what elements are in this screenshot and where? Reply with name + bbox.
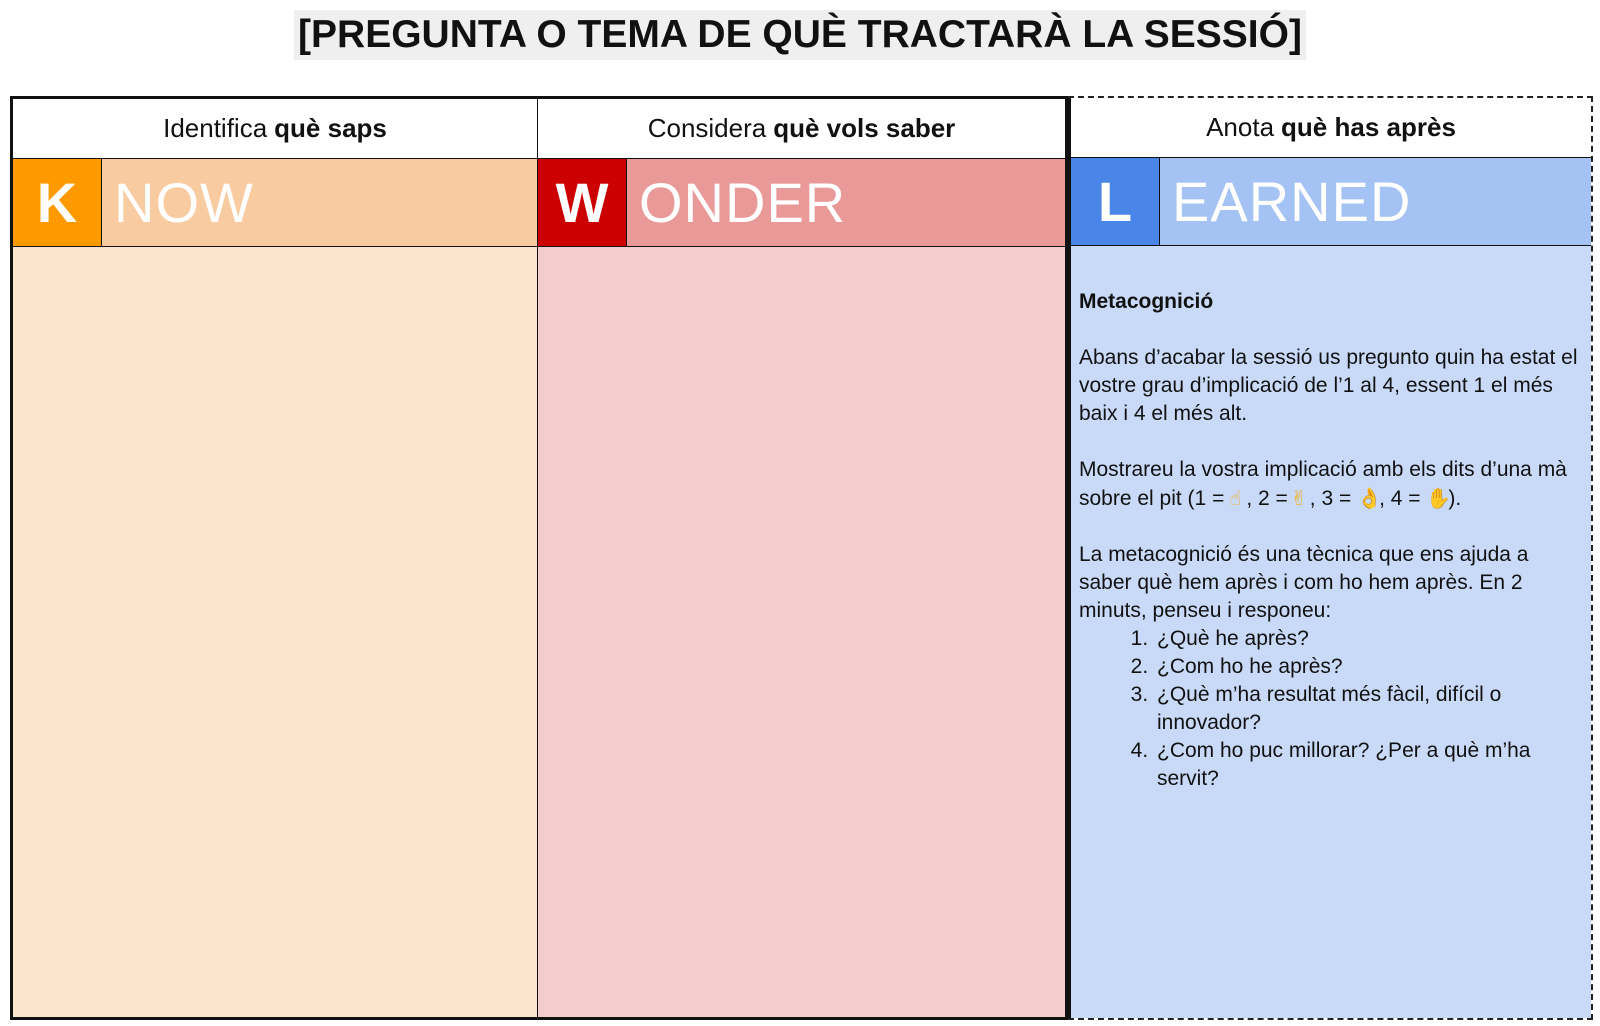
word-now: NOW [102,159,537,246]
column-wonder-body[interactable] [538,247,1065,1017]
column-wonder-header-text: Considera [647,113,767,143]
para2-text-start: Mostrareu la vostra implicació amb els dits d’una mà sobre el pit (1 = [1079,458,1567,510]
column-know-header-text: Identifica [163,113,268,143]
column-learned-header [1068,98,1591,158]
column-wonder [537,96,1068,1020]
column-learned [1068,96,1593,1020]
metacognition-heading: Metacognició [1079,290,1214,313]
para2-sep-2: , 2 = [1246,487,1288,510]
column-wonder-header-bold: què vols saber [773,113,956,143]
column-know-header-bold: què saps [274,113,387,143]
column-know-header [13,99,537,159]
letter-k: K [13,159,102,246]
para2-sep-4: , 4 = [1379,487,1427,510]
column-learned-band [1068,158,1591,246]
letter-l: L [1071,158,1160,245]
metacognition-questions [1079,625,1579,793]
list-item: 3. ¿Què m’ha resultat més fàcil, difícil o innovador? [1154,681,1579,737]
column-know [10,96,537,1020]
metacognition-paragraph-2 [1079,456,1579,513]
column-know-body[interactable] [13,247,537,1017]
raised-hand-icon: ✋ [1426,486,1452,510]
ok-hand-icon: 👌 [1357,486,1382,510]
word-onder: ONDER [627,159,1065,246]
para2-sep-3: , 3 = [1309,487,1358,510]
metacognition-paragraph-3: La metacognició és una tècnica que ens ajuda a saber què hem après i com ho hem après. En 2 minuts, penseu i responeu: [1079,543,1529,622]
column-learned-header-text: Anota [1206,112,1275,142]
column-wonder-header [538,99,1065,159]
list-item: 2. ¿Com ho he après? [1154,653,1579,681]
list-item: 1. ¿Què he après? [1154,625,1579,653]
pointing-finger-icon: ☝ [1229,486,1242,510]
column-wonder-band [538,159,1065,247]
page-title-container [0,10,1600,60]
metacognition-block [1079,288,1579,793]
para2-text-end: ). [1448,487,1462,510]
column-know-band [13,159,537,247]
letter-w: W [538,159,627,246]
word-earned: EARNED [1160,158,1591,245]
metacognition-paragraph-1: Abans d’acabar la sessió us pregunto quin ha estat el vostre grau d’implicació de l’1 al 4, essent 1 el més baix i 4 el més alt. [1079,346,1578,425]
list-item: 4. ¿Com ho puc millorar? ¿Per a què m’ha servit? [1154,737,1579,793]
victory-hand-icon: ✌ [1290,486,1308,510]
column-learned-body[interactable] [1068,246,1591,1018]
page-title: [PREGUNTA O TEMA DE QUÈ TRACTARÀ LA SESSIÓ] [294,10,1306,60]
column-learned-header-bold: què has après [1281,112,1456,142]
